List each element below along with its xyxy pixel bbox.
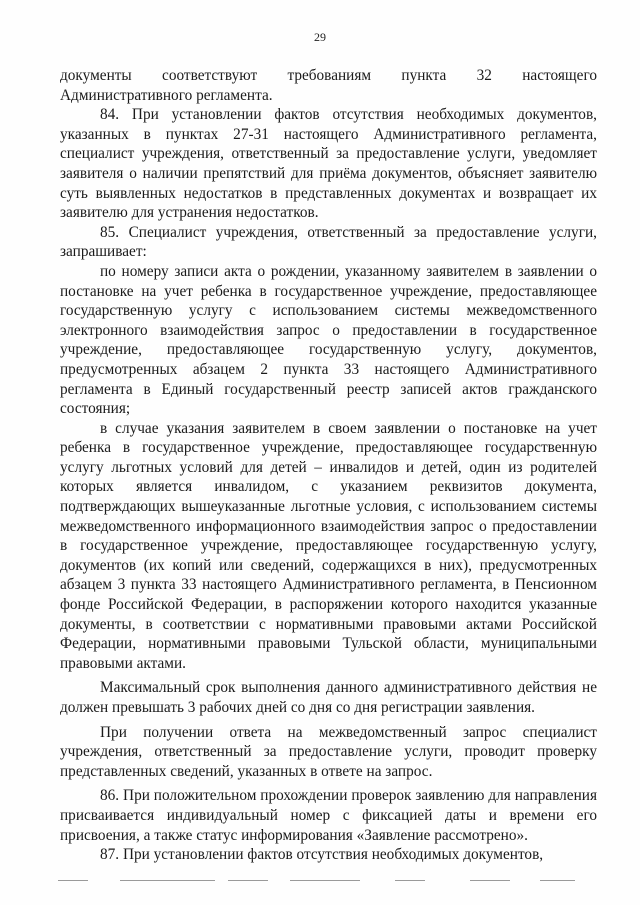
paragraph-response-check: При получении ответа на межведомственный запрос специалист учреждения, ответственный за предоставление услуги, проводит проверку представленных сведений, указанных в ответе на запрос.	[60, 723, 597, 780]
paragraph-85: 85. Специалист учреждения, ответственный за предоставление услуги, запрашивает:	[60, 223, 597, 261]
paragraph-87: 87. При установлении фактов отсутствия необходимых документов,	[100, 846, 544, 864]
page-number: 29	[314, 30, 326, 44]
paragraph-continuation: документы соответствуют требованиям пункта 32 настоящего Административного регламента.	[60, 67, 597, 104]
paragraph-86: 86. При положительном прохождении проверок заявлению для направления присваивается индивидуальный номер с фиксацией даты и времени его присвоения, а также статус информирования «Заявление рассмотрено».	[60, 787, 597, 844]
document-body	[60, 66, 597, 865]
scan-artifact-lines	[0, 880, 640, 900]
paragraph-max-term: Максимальный срок выполнения данного административного действия не должен превышать 3 рабочих дней со дня со дня регистрации заявления.	[60, 679, 597, 716]
paragraph-85-item-1: по номеру записи акта о рождении, указанному заявителем в заявлении о постановке на учет ребенка в государственное учреждение, предоставляющее государственную услугу с использованием системы межведомственного электронного взаимодействия запрос о предоставлении в государственное учреждение, предоставляющее государственную услугу, документов, предусмотренных абзацем 2 пункта 33 настоящего Административного регламента в Единый государственный реестр записей актов гражданского состояния;	[60, 262, 597, 418]
paragraph-84: 84. При установлении фактов отсутствия необходимых документов, указанных в пунктах 27-31 настоящего Административного регламента, специалист учреждения, ответственный за предоставление услуги, уведомляет заявителя о наличии препятствий для приёма документов, объясняет заявителю суть выявленных недостатков в представленных документах и возвращает их заявителю для устранения недостатков.	[60, 106, 597, 222]
paragraph-85-item-2: в случае указания заявителем в своем заявлении о постановке на учет ребенка в государственное учреждение, предоставляющее государственную услугу льготных условий для детей – инвалидов и детей, один из родителей которых является инвалидом, с указанием реквизитов документа, подтверждающих вышеуказанные льготные условия, с использованием системы межведомственного информационного взаимодействия запрос о предоставлении в государственное учреждение, предоставляющее государственную услугу, документов (их копий или сведений, содержащихся в них), предусмотренных абзацем 3 пункта 33 настоящего Административного регламента, в Пенсионном фонде Российской Федерации, в распоряжении которого находится указанные документы, в соответствии с нормативными правовыми актами Российской Федерации, нормативными правовыми Тульской области, муниципальными правовыми актами.	[60, 419, 597, 672]
